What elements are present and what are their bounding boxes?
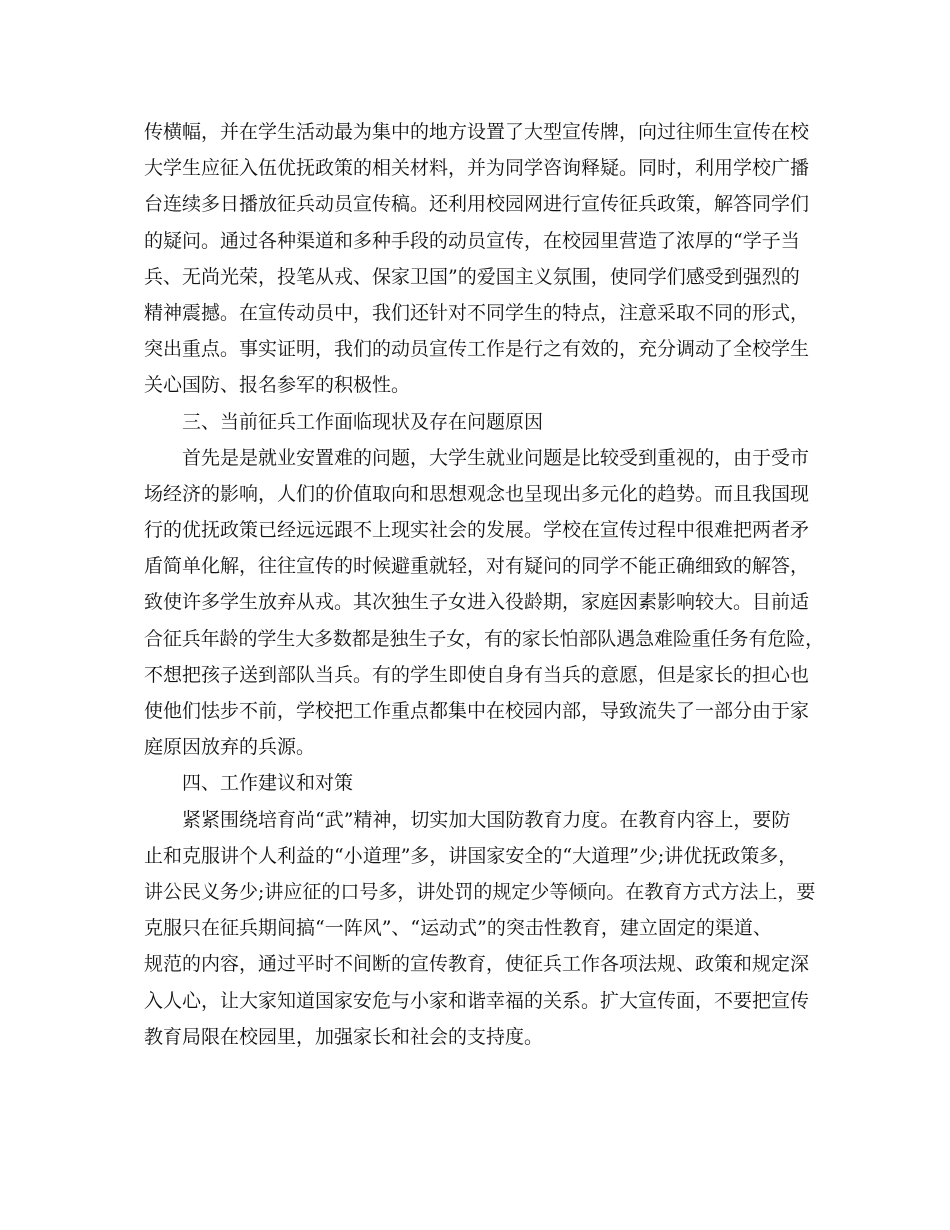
text-line: 入人心，让大家知道国家安危与小家和谐幸福的关系。扩大宣传面，不要把宣传 [144,989,810,1012]
text-line: 突出重点。事实证明，我们的动员宣传工作是行之有效的，充分调动了全校学生 [144,338,810,361]
text-line: 庭原因放弃的兵源。 [144,736,316,759]
text-line: 行的优抚政策已经远远跟不上现实社会的发展。学校在宣传过程中很难把两者矛 [144,519,810,542]
text-line: 紧紧围绕培育尚“武”精神，切实加大国防教育力度。在教育内容上，要防 [144,808,791,831]
text-line: 的疑问。通过各种渠道和多种手段的动员宣传，在校园里营造了浓厚的“学子当 [144,229,800,252]
text-line: 致使许多学生放弃从戎。其次独生子女进入役龄期，家庭因素影响较大。目前适 [144,591,810,614]
body-text [144,114,824,1055]
text-line: 首先是是就业安置难的问题，大学生就业问题是比较受到重视的，由于受市 [144,446,810,469]
text-line: 合征兵年龄的学生大多数都是独生子女，有的家长怕部队遇急难险重任务有危险， [144,627,824,650]
text-line: 关心国防、报名参军的积极性。 [144,374,411,397]
text-line: 兵、无尚光荣，投笔从戎、保家卫国”的爱国主义氛围，使同学们感受到强烈的 [144,265,800,288]
section-heading-3: 三、当前征兵工作面临现状及存在问题原因 [144,410,544,433]
text-line: 精神震撼。在宣传动员中，我们还针对不同学生的特点，注意采取不同的形式， [144,301,810,324]
text-line: 教育局限在校园里，加强家长和社会的支持度。 [144,1025,544,1048]
text-line: 大学生应征入伍优抚政策的相关材料，并为同学咨询释疑。同时，利用学校广播 [144,157,810,180]
text-line: 讲公民义务少;讲应征的口号多，讲处罚的规定少等倾向。在教育方式方法上，要 [144,880,816,903]
text-line: 传横幅，并在学生活动最为集中的地方设置了大型宣传牌，向过往师生宣传在校 [144,121,810,143]
text-line: 止和克服讲个人利益的“小道理”多，讲国家安全的“大道理”少;讲优抚政策多， [144,844,798,867]
text-line: 使他们怯步不前，学校把工作重点都集中在校园内部，导致流失了一部分由于家 [144,700,810,722]
text-line: 不想把孩子送到部队当兵。有的学生即使自身有当兵的意愿，但是家长的担心也 [144,663,810,686]
text-line: 台连续多日播放征兵动员宣传稿。还利用校园网进行宣传征兵政策，解答同学们 [144,193,810,216]
section-heading-4: 四、工作建议和对策 [144,772,354,795]
text-line: 规范的内容，通过平时不间断的宣传教育，使征兵工作各项法规、政策和规定深 [144,953,810,976]
text-line: 盾简单化解，往往宣传的时候避重就轻，对有疑问的同学不能正确细致的解答， [144,555,810,578]
text-line: 克服只在征兵期间搞“一阵风”、“运动式”的突击性教育，建立固定的渠道、 [144,917,772,940]
text-line: 场经济的影响，人们的价值取向和思想观念也呈现出多元化的趋势。而且我国现 [144,482,810,505]
